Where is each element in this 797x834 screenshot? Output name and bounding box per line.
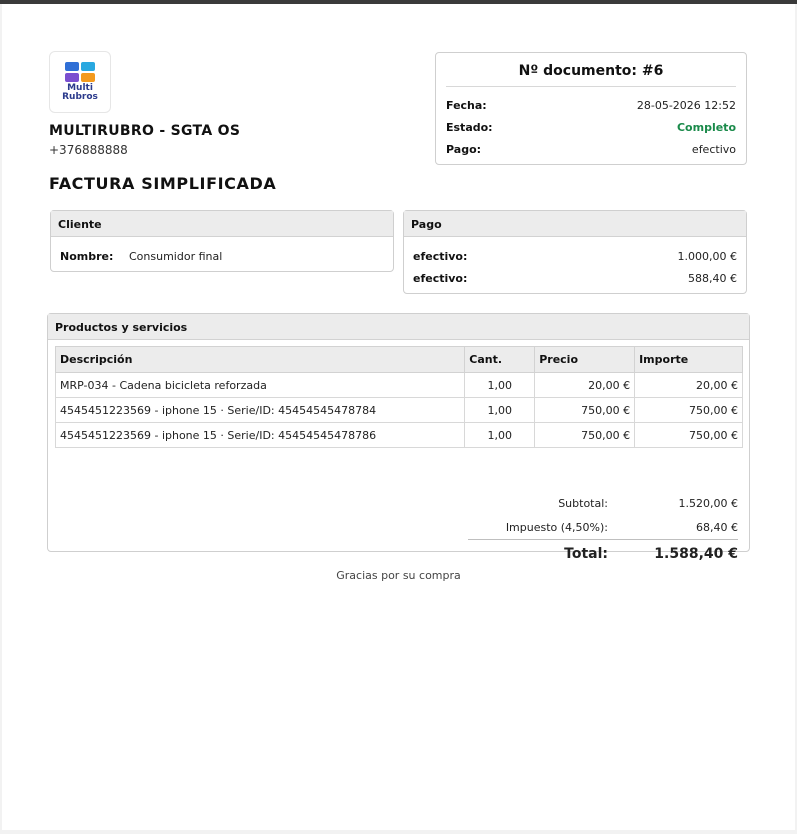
subtotal-row <box>468 497 738 510</box>
products-card <box>47 313 750 562</box>
table-row <box>56 398 743 423</box>
item-quantity: 1,00 <box>465 398 535 423</box>
tax-row <box>468 521 738 534</box>
payment-line-label: efectivo: <box>413 272 468 285</box>
tax-value: 68,40 € <box>696 521 738 534</box>
item-description: MRP-034 - Cadena bicicleta reforzada <box>56 373 465 398</box>
payment-method-label: Pago: <box>446 143 482 156</box>
payment-line <box>413 250 737 263</box>
tax-label: Impuesto (4,50%): <box>505 521 608 534</box>
column-header-price: Precio <box>535 347 635 373</box>
products-table <box>55 346 743 448</box>
table-row <box>56 373 743 398</box>
company-logo <box>49 51 111 113</box>
payment-line-amount: 1.000,00 € <box>677 250 737 263</box>
payment-line-label: efectivo: <box>413 250 468 263</box>
item-price: 750,00 € <box>535 398 635 423</box>
divider <box>446 86 736 87</box>
column-header-description: Descripción <box>56 347 465 373</box>
client-name-label: Nombre: <box>60 250 114 263</box>
date-value: 28-05-2026 12:52 <box>636 99 736 112</box>
item-quantity: 1,00 <box>465 373 535 398</box>
item-price: 750,00 € <box>535 423 635 448</box>
item-amount: 750,00 € <box>635 398 743 423</box>
table-header-row <box>56 347 743 373</box>
logo-icon <box>65 62 95 82</box>
company-name: MULTIRUBRO - SGTA OS <box>49 123 241 139</box>
payment-line <box>413 272 737 285</box>
total-row <box>468 546 738 562</box>
status-label: Estado: <box>446 121 493 134</box>
item-amount: 750,00 € <box>635 423 743 448</box>
document-number: Nº documento: #6 <box>518 63 664 79</box>
footer-thanks: Gracias por su compra <box>336 569 461 582</box>
document-info-box <box>435 52 747 165</box>
status-row <box>446 121 736 134</box>
payment-card-header: Pago <box>404 211 746 237</box>
total-value: 1.588,40 € <box>654 546 738 562</box>
document-type-title: FACTURA SIMPLIFICADA <box>49 174 277 193</box>
table-row <box>56 423 743 448</box>
column-header-quantity: Cant. <box>465 347 535 373</box>
client-card-header: Cliente <box>51 211 393 237</box>
client-name-row <box>60 250 222 263</box>
products-card-header: Productos y servicios <box>48 314 749 340</box>
client-card <box>50 210 394 272</box>
subtotal-label: Subtotal: <box>558 497 608 510</box>
logo-text-2: Rubros <box>62 92 98 102</box>
client-name-value: Consumidor final <box>129 250 223 263</box>
payment-card <box>403 210 747 294</box>
status-badge: Completo <box>676 121 736 134</box>
item-price: 20,00 € <box>535 373 635 398</box>
payment-method-value: efectivo <box>691 143 736 156</box>
column-header-amount: Importe <box>635 347 743 373</box>
item-quantity: 1,00 <box>465 423 535 448</box>
subtotal-value: 1.520,00 € <box>678 497 738 510</box>
total-label: Total: <box>564 546 608 562</box>
item-description: 4545451223569 - iphone 15 · Serie/ID: 45454545478784 <box>56 398 465 423</box>
company-phone: +376888888 <box>49 143 128 157</box>
payment-line-amount: 588,40 € <box>688 272 737 285</box>
payment-method-row <box>446 143 736 156</box>
item-amount: 20,00 € <box>635 373 743 398</box>
item-description: 4545451223569 - iphone 15 · Serie/ID: 45454545478786 <box>56 423 465 448</box>
logo-text-1: Multi <box>67 83 93 93</box>
date-label: Fecha: <box>446 99 487 112</box>
date-row <box>446 99 736 112</box>
totals-divider <box>468 539 738 540</box>
